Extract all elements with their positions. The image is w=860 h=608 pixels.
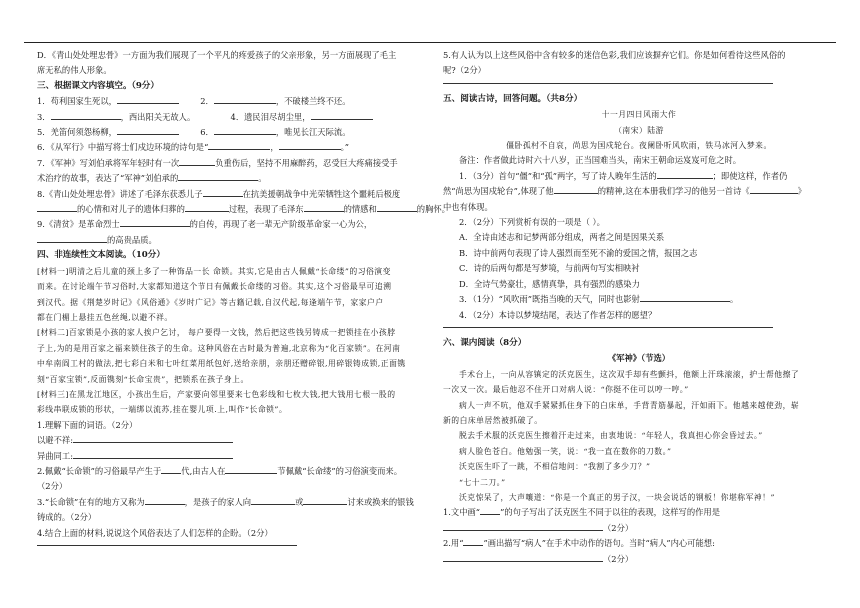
fill-8-blank-5[interactable]	[377, 211, 417, 212]
reading-q1-answer	[443, 521, 835, 536]
material-3-line2: 彩线串联成锁的形状，一端绑以流苏,挂在婴儿项.上,叫作“长命锁”。	[37, 405, 288, 415]
q2-text-c: 节佩戴“长命缕”的习俗演变而来。	[277, 465, 403, 476]
fill-4-text: 4．遗民泪尽胡尘里，	[230, 111, 311, 122]
poem-q1-line3: 中也有体现。	[443, 201, 493, 212]
fill-8-text-b: 在抗美援朝战争中光荣牺牲这个噩耗后极度	[242, 188, 401, 199]
passage-line2: 一次又一次。最后他忍不住开口对病人说：“你挺不住可以哼一哼。”	[443, 385, 689, 395]
passage-title: 《军神》（节选）	[607, 353, 671, 364]
p1-text-b: ；即使这样，作者仍	[712, 170, 788, 181]
p3-end: 。	[729, 294, 739, 305]
q4-answer-line[interactable]	[37, 544, 297, 546]
r1-text-b: ”的句子写出了沃克医生不同于以往的表现，这样写的作用是	[500, 507, 721, 518]
fill-8-blank-1[interactable]	[203, 196, 243, 197]
poem-q2: 2．（2分）下列赏析有误的一项是（ ）。	[459, 217, 605, 228]
fill-7-text-c: 术治疗的故事，表达了“军神”刘伯承的	[37, 173, 179, 184]
section-3-heading: 三、根据课文内容填空。（9分）	[37, 80, 159, 91]
poem-q2-option-b: B．诗中前两句表现了诗人强烈而至死不渝的爱国之情，报国之志	[459, 247, 698, 258]
q1b-label: 异曲同工:	[37, 450, 73, 461]
q3-text-d: 讨来或换来的银钱	[347, 496, 414, 507]
r1-score: （2分）	[603, 522, 634, 533]
reading-q1	[443, 505, 835, 520]
reading-q2-answer	[443, 552, 835, 567]
left-column	[37, 48, 450, 554]
fill-6b-text: 6．《从军行》中描写将士们戍边环境的诗句是“	[37, 142, 209, 153]
poem-body: 僵卧孤村不自哀，尚思为国戍轮台。夜阑卧听风吹雨，铁马冰河入梦来。	[506, 141, 772, 151]
question-1b	[37, 449, 432, 464]
p3-blank[interactable]	[640, 301, 730, 302]
fill-8-text-c: 的心情和对儿子的遗体归葬的	[77, 204, 185, 215]
fill-8-blank-4[interactable]	[304, 211, 344, 212]
poem-title: 十一月四日风雨大作	[601, 110, 677, 120]
fill-9-blank-2[interactable]	[37, 242, 107, 243]
question-2-score: （2分）	[37, 481, 68, 492]
fill-row-6	[37, 140, 432, 155]
passage-line4: 新的白床单居然被抓破了。	[443, 415, 543, 425]
fill-2-text: ，不破楼兰终不还。	[275, 96, 351, 107]
fill-6b-end: 。”	[340, 142, 350, 153]
r1-mark	[480, 514, 500, 515]
q3-blank-3[interactable]	[303, 504, 347, 505]
fill-7-text-b: 负重伤后，坚持不用麻醉药，忍受巨大疼痛接受手	[215, 157, 398, 168]
q3-blank-1[interactable]	[145, 504, 185, 505]
fill-9-text-a: 9.《清贫》是革命烈士	[37, 219, 120, 230]
fill-row-7a	[37, 156, 432, 171]
p1-text-a: 1．（3分）首句“僵”和“孤”两字，写了诗人晚年生活的	[459, 170, 657, 181]
passage-line6: 病人脸色苍白。他勉强一笑，说：“我一直在数你的刀数。”	[459, 446, 672, 456]
p1-blank-2[interactable]	[554, 193, 598, 194]
fill-1-text: 1．苟利国家生死以，	[37, 96, 117, 107]
question-5-line2: 呢?（2分）	[443, 65, 486, 76]
r1-answer-line[interactable]	[443, 530, 603, 531]
r1-text-a: 1.文中画“	[443, 507, 481, 518]
r2-answer-line[interactable]	[443, 561, 603, 562]
fill-8-text-d: 过程，表现了毛泽东	[228, 204, 304, 215]
fill-8-text-f: 的胸怀。	[416, 204, 450, 215]
question-3-end: 铸成的。（2分）	[37, 512, 97, 523]
fill-1-blank[interactable]	[117, 103, 179, 104]
material-1-line1: [材料一]明清之后儿童的颈上多了一种饰品一长 命锁。其实,它是由古人佩戴“长命缕”的习俗演变	[37, 266, 391, 276]
r2-score: （2分）	[603, 553, 634, 564]
section-6-heading: 六、课内阅读（8分）	[443, 337, 527, 348]
fill-9-text-c: 的高贵品质。	[107, 234, 157, 245]
material-1-line4: 都在门楣上悬挂五色丝绳,以避不祥。	[37, 312, 173, 322]
p1-blank-3[interactable]	[750, 193, 798, 194]
fill-6b-blank-1[interactable]	[208, 149, 270, 150]
fill-8-text-e: 的情感和	[343, 204, 377, 215]
question-3	[37, 495, 432, 510]
fill-2-num: 2．	[200, 96, 214, 107]
fill-9-text-b: 的自传，再现了老一辈无产阶级革命家一心为公，	[189, 219, 373, 230]
q1a-blank[interactable]	[73, 442, 233, 443]
q3-text-c: 或	[295, 496, 304, 507]
fill-5-text: 5．羌笛何须怨杨柳，	[37, 127, 117, 138]
passage-line5: 脱去手术服的沃克医生擦着汗走过来，由衷地说：“年轻人，我真担心你会昏过去。”	[459, 431, 763, 441]
fill-6b-blank-2[interactable]	[279, 149, 341, 150]
fill-3-text: ，西出阳关无故人。	[120, 111, 196, 122]
option-d-line1: D．《青山处处埋忠骨》一方面为我们展现了一个平凡的疼爱孩子的父亲形象，另一方面展现了毛主	[37, 50, 397, 60]
r2-mark	[463, 545, 483, 546]
q2-text-b: 代,由古人在	[181, 465, 226, 476]
fill-row-8b	[37, 202, 450, 217]
p1-text-e: 》	[797, 186, 806, 197]
fill-6b-comma: ，	[270, 142, 279, 153]
question-2	[37, 464, 432, 479]
material-2-line4: 刻“百家宝锁”,反面镌刻“长命宝贵”，把锁系在孩子身上。	[37, 374, 249, 384]
fill-9-blank-1[interactable]	[120, 226, 190, 227]
poem-q2-option-c: C．诗的后两句都是写梦境，与前两句写实相映衬	[459, 263, 640, 274]
p1-text-c: 然“尚思为国戍轮台”,体现了他	[443, 186, 554, 197]
passage-line3: 病人一声不吭，他双手紧紧抓住身下的白床单，手背青筋暴起，汗如雨下。他越来越使劲，崭	[459, 400, 800, 410]
poem-note: 备注：作者做此诗时六十八岁，正当国难当头，南宋王朝命运岌岌可危之时。	[459, 155, 742, 166]
q1b-blank[interactable]	[73, 458, 233, 459]
right-column	[443, 48, 835, 567]
fill-row-7b	[37, 171, 432, 186]
fill-8-blank-3[interactable]	[185, 211, 229, 212]
r2-text-b: ”画出描写“病人”在手术中动作的语句。当时“病人”内心可能想:	[483, 538, 715, 549]
fill-7-blank-2[interactable]	[178, 180, 258, 181]
fill-6-text: ，唯见长江天际流。	[275, 127, 351, 138]
q2-blank-2[interactable]	[225, 473, 277, 474]
fill-6-blank[interactable]	[214, 134, 276, 135]
material-1-line2: 而来。在讨论端午节习俗时,大家都知道这个节日有佩戴长命缕的习俗。其实,这个习俗最早可追溯	[37, 282, 392, 292]
fill-row-3	[37, 125, 432, 140]
material-2-line2: 子上,为的是用百家之福来锁住孩子的生命。这种风俗在古时最为普遍,北京称为“化百家锁”。在河南	[37, 343, 401, 353]
fill-8-text-a: 8.《青山处处埋忠骨》讲述了毛泽东获悉儿子	[37, 188, 203, 199]
p1-text-d: 的精神,这在本册我们学习的他另一首诗《	[597, 186, 750, 197]
passage-line9: 沃克惊呆了，大声嚷道：“你是一个真正的男子汉，一块会说话的钢板！你堪称军神！”	[459, 492, 775, 502]
material-2-line1: [材料二]百家锁是小孩的家人挨户乞讨， 每户要得一文钱，然后把这些钱另铸成一把锁挂在小孩脖	[37, 328, 396, 338]
fill-7-text-d: 。	[258, 173, 267, 184]
poem-q4: 4．（2分）本诗以梦境结尾，表达了作者怎样的愿望？	[459, 309, 657, 320]
r2-text-a: 2.用“	[443, 538, 464, 549]
section-4-heading: 四、非连续性文本阅读。（10分）	[37, 250, 165, 261]
q2-blank-1[interactable]	[161, 473, 181, 474]
option-d-line2: 席无私的伟人形象。	[37, 65, 112, 76]
fill-row-1	[37, 94, 432, 109]
fill-3-blank[interactable]	[51, 119, 121, 120]
poem-q2-option-a: A．全诗由述志和记梦两部分组成，两者之间是因果关系	[459, 232, 665, 243]
poem-q1-line1	[443, 169, 835, 184]
fill-row-8a	[37, 187, 432, 202]
fill-5-blank[interactable]	[117, 134, 179, 135]
fill-7-blank-1[interactable]	[179, 165, 215, 166]
question-5-line1: 5.有人认为以上这些风俗中含有较多的迷信色彩,我们应该摒弃它们。你是如何看待这些风俗的	[443, 50, 786, 60]
fill-row-9b	[37, 233, 432, 248]
fill-2-blank[interactable]	[214, 103, 276, 104]
fill-8-blank-2[interactable]	[37, 211, 77, 212]
fill-3-num: 3．	[37, 111, 51, 122]
material-1-line3: 到汉代。据《荆楚岁时记》《风俗通》《岁时广记》等古籍记载,自汉代起,每逢端午节，家家户户	[37, 297, 384, 307]
q3-blank-2[interactable]	[251, 504, 295, 505]
p3-text: 3．（1分）“风吹雨”既指当晚的天气，同时也影射	[459, 294, 640, 305]
header-rule	[24, 42, 836, 43]
passage-line1: 手术台上，一向从容镇定的沃克医生，这次双手却有些颤抖，他额上汗珠滚滚，护士帮他擦了	[459, 369, 800, 379]
p4-answer-line[interactable]	[443, 326, 773, 328]
question-1a	[37, 433, 432, 448]
fill-4-blank[interactable]	[311, 119, 373, 120]
section-5-heading: 五、阅读古诗，回答问题。（共8分）	[443, 93, 583, 104]
reading-q2	[443, 536, 835, 551]
question-4: 4.结合上面的材料,说说这个风俗表达了人们怎样的企盼。（2分）	[37, 527, 273, 538]
p1-blank-1[interactable]	[657, 178, 713, 179]
question-1: 1.理解下面的词语。（2分）	[37, 419, 138, 430]
q3-text-b: ，是孩子的家人向	[184, 496, 252, 507]
q1a-label: 以避不祥:	[37, 435, 73, 446]
material-3-line1: [材料三]在黑龙江地区，小孩出生后，产家要向邻里要来七色彩线和七枚大钱,把大钱用七根一股的	[37, 389, 396, 399]
passage-line7: 沃克医生吓了一跳，不相信地问：“我割了多少刀？”	[459, 462, 651, 472]
material-2-line3: 中牟南阎工村的做法,把七彩白米和七叶红菜用纸包好,送给亲朋，亲朋还赠碎银,用碎银铸成锁,正面镌	[37, 359, 406, 369]
poem-q1-line2	[443, 184, 835, 199]
passage-line8: “七十二刀。”	[459, 477, 506, 487]
fill-6-num: 6．	[200, 127, 214, 138]
fill-row-2	[37, 110, 432, 125]
poem-author: （南宋）陆游	[614, 125, 664, 135]
q5-answer-line[interactable]	[443, 82, 773, 84]
fill-7-text-a: 7．《军神》写刘伯承将军年轻时有一次	[37, 157, 180, 168]
poem-q3	[443, 292, 835, 307]
q3-text-a: 3.“长命锁”在有的地方又称为	[37, 496, 145, 507]
poem-q2-option-d: D．全诗气势豪壮，感情真挚，具有强烈的感染力	[459, 278, 640, 289]
fill-row-9a	[37, 217, 432, 232]
q2-text-a: 2.佩戴“长命锁”的习俗最早产生于	[37, 465, 162, 476]
